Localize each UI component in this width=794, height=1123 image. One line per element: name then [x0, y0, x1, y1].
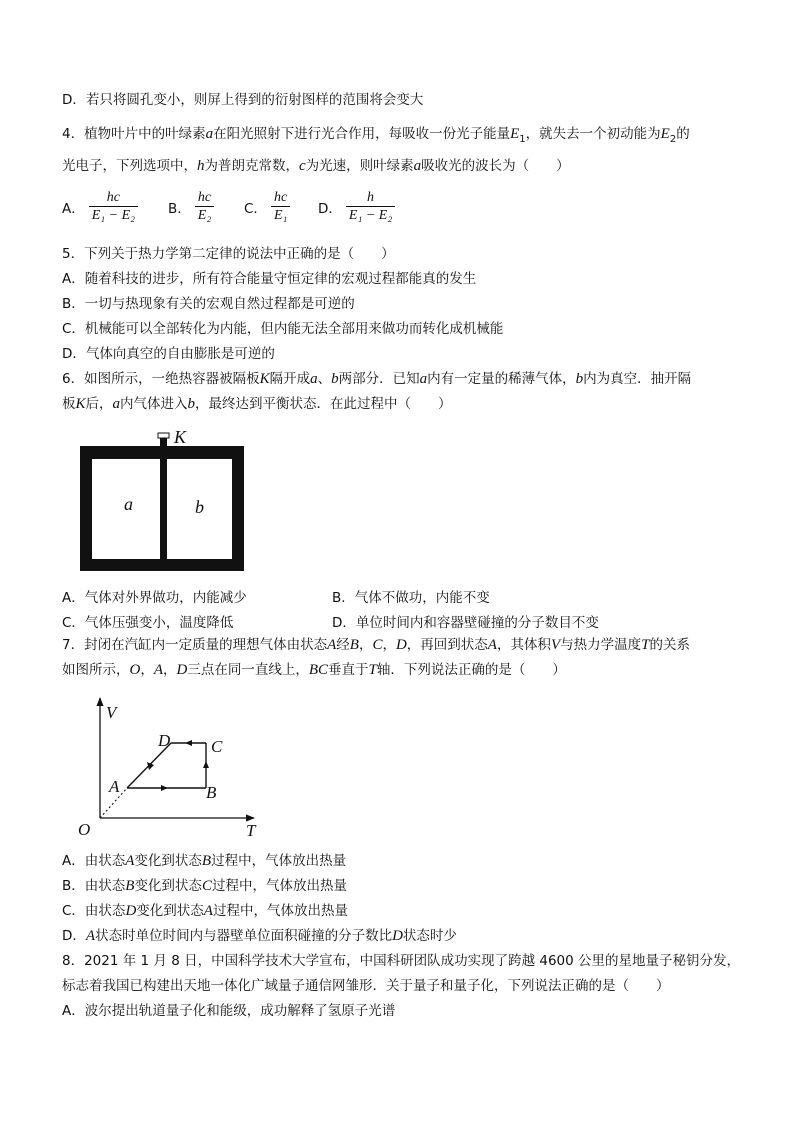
q7-label-b: B	[206, 783, 217, 802]
q7-label-d: D	[158, 731, 171, 750]
q4-option-d: D． $\frac{h}{\text{E₁ − E₂}}$	[318, 190, 395, 224]
q8-stem-line1: 8．2021 年 1 月 8 日，中国科学技术大学宣布，中国科研团队成功实现了跨越 4600 公里的星地量子秘钥分发，	[62, 953, 741, 969]
q7-label-a: A	[109, 777, 120, 796]
q7-stem-line2: 如图所示，O，A，D三点在同一直线上，BC垂直于T轴．下列说法正确的是（ ）	[62, 662, 566, 678]
q8-option-a: A．波尔提出轨道量子化和能级，成功解释了氢原子光谱	[62, 1003, 396, 1019]
q5-option-b: B．一切与热现象有关的宏观自然过程都是可逆的	[62, 296, 355, 312]
q7-vt-diagram	[72, 690, 272, 840]
q4-option-b: B． $\frac{hc}{\text{E₂}}$	[168, 190, 214, 224]
q7-label-t: T	[246, 821, 256, 840]
q6-container-figure	[78, 425, 253, 575]
q7-arrow-ab	[161, 785, 168, 791]
q7-option-c: C．由状态D变化到状态A过程中，气体放出热量	[62, 903, 348, 919]
q6-option-d: D．单位时间内和容器壁碰撞的分子数目不变	[332, 615, 599, 631]
q6-option-a: A．气体对外界做功，内能减少	[62, 590, 247, 606]
q7-label-o: O	[78, 820, 91, 839]
q3-option-d: D．若只将圆孔变小，则屏上得到的衍射图样的范围将会变大	[62, 92, 424, 108]
q7-option-d: D．A状态时单位时间内与器壁单位面积碰撞的分子数比D状态时少	[62, 928, 457, 944]
q6-partition-k	[160, 437, 167, 571]
q6-label-k: K	[174, 427, 187, 447]
q4-stem-line2: 光电子，下列选项中，h为普朗克常数，c为光速，则叶绿素a吸收光的波长为（ ）	[62, 158, 570, 174]
q6-option-c: C．气体压强变小，温度降低	[62, 615, 234, 631]
q6-stem-line1: 6．如图所示，一绝热容器被隔板K隔开成a、b两部分．已知a内有一定量的稀薄气体，b内为真空．抽开隔	[62, 371, 692, 387]
q4-stem-line1: 4．植物叶片中的叶绿素a在阳光照射下进行光合作用，每吸收一份光子能量$E_1$，就失去一个初动能为$E_2$的	[62, 126, 690, 145]
q7-option-b: B．由状态B变化到状态C过程中，气体放出热量	[62, 878, 347, 894]
q6-stem-line2: 板K后，a内气体进入b，最终达到平衡状态．在此过程中（ ）	[62, 396, 452, 412]
q7-option-a: A．由状态A变化到状态B过程中，气体放出热量	[62, 853, 347, 869]
q8-stem-line2: 标志着我国已构建出天地一体化广域量子通信网雏形．关于量子和量子化，下列说法正确的是（ ）	[62, 978, 670, 994]
q6-option-b: B．气体不做功，内能不变	[332, 590, 490, 606]
q5-option-c: C．机械能可以全部转化为内能，但内能无法全部用来做功而转化成机械能	[62, 321, 504, 337]
q5-option-a: A．随着科技的进步，所有符合能量守恒定律的宏观过程都能真的发生	[62, 271, 477, 287]
q7-label-c: C	[211, 737, 223, 756]
q5-stem: 5．下列关于热力学第二定律的说法中正确的是（ ）	[62, 246, 395, 262]
q5-option-d: D．气体向真空的自由膨胀是可逆的	[62, 346, 275, 362]
q4-option-c: C． $\frac{hc}{\text{E₁}}$	[244, 190, 290, 224]
q4-option-a: A． $\frac{hc}{\text{E₁ − E₂}}$	[62, 190, 138, 224]
q6-label-a: a	[124, 494, 133, 514]
q6-label-b: b	[195, 497, 204, 517]
q7-label-v: V	[106, 703, 117, 722]
q6-partition-handle	[158, 433, 169, 438]
q7-stem-line1: 7．封闭在汽缸内一定质量的理想气体由状态A经B，C，D，再回到状态A，其体积V与热力学温度T的关系	[62, 637, 690, 653]
q7-arrow-bc	[203, 761, 209, 768]
q7-arrow-cd	[185, 740, 192, 746]
